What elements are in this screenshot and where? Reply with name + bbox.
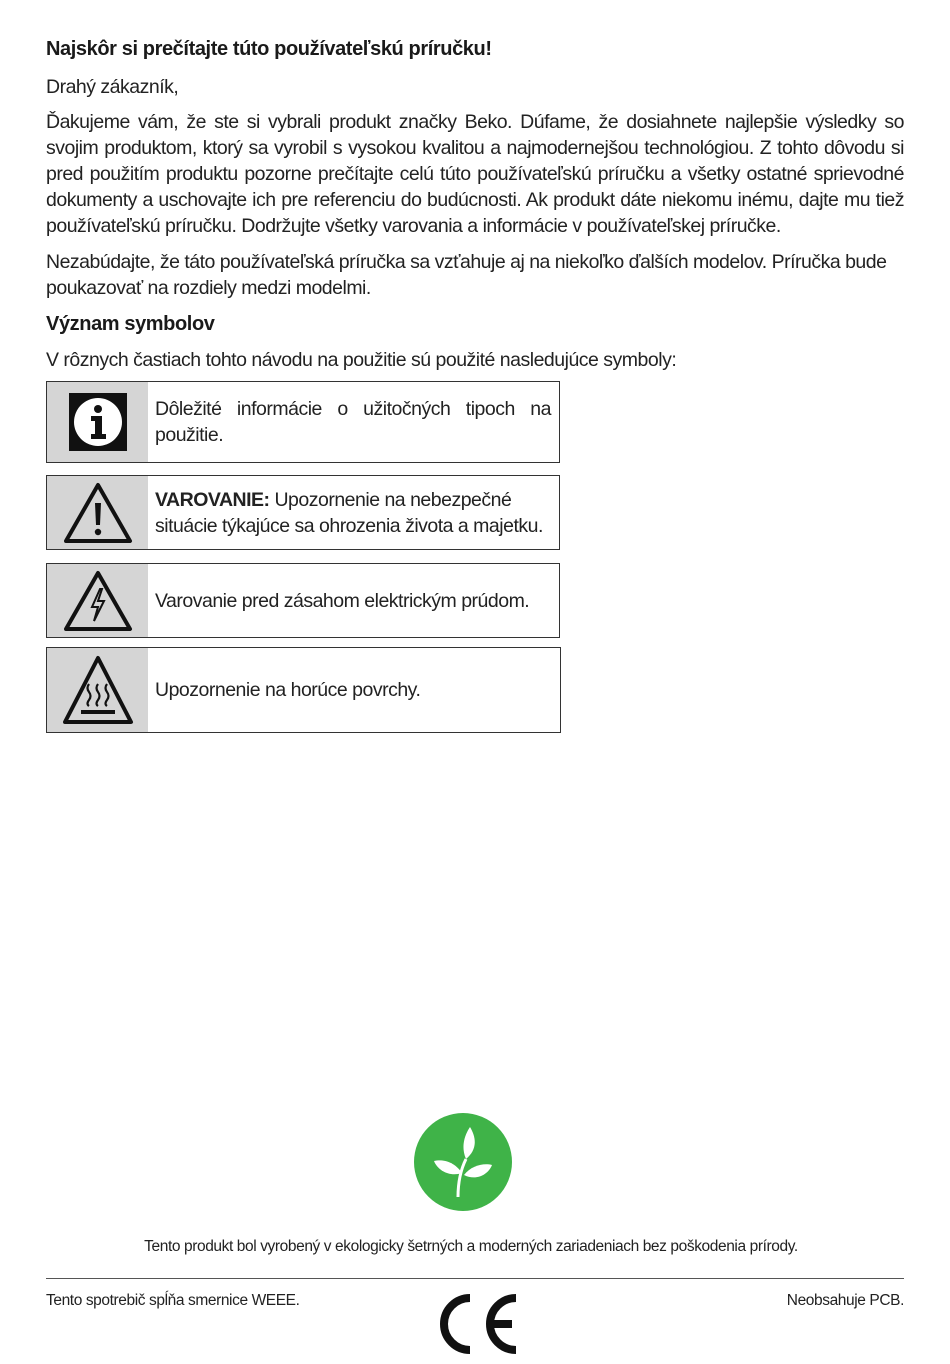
symbol-cell bbox=[47, 564, 148, 637]
symbol-row-hot-surface bbox=[46, 647, 561, 733]
info-icon bbox=[69, 393, 127, 451]
electric-shock-icon bbox=[62, 569, 134, 633]
pcb-statement: Neobsahuje PCB. bbox=[786, 1292, 904, 1309]
warning-prefix: VAROVANIE: bbox=[155, 488, 270, 511]
symbol-cell bbox=[47, 648, 148, 732]
symbols-heading: Význam symbolov bbox=[46, 313, 215, 335]
symbol-text: Dôležité informácie o užitočných tipoch na použitie. bbox=[155, 398, 551, 446]
symbol-description bbox=[148, 476, 559, 549]
eco-statement: Tento produkt bol vyrobený v ekologicky šetrných a moderných zariadeniach bez poškodenia prírody. bbox=[144, 1238, 798, 1255]
page-title: Najskôr si prečítajte túto používateľskú príručku! bbox=[46, 38, 492, 60]
symbol-cell bbox=[47, 476, 148, 549]
symbol-description bbox=[148, 564, 537, 637]
models-paragraph: Nezabúdajte, že táto používateľská príručka sa vzťahuje aj na niekoľko ďalších modelov. Príručka bude poukazovať na rozdiely medzi modelmi. bbox=[46, 251, 887, 299]
symbol-description bbox=[148, 382, 559, 462]
symbols-intro: V rôznych častiach tohto návodu na použitie sú použité nasledujúce symboly: bbox=[46, 349, 677, 371]
greeting: Drahý zákazník, bbox=[46, 76, 179, 98]
warning-triangle-icon bbox=[62, 481, 134, 545]
intro-paragraph: Ďakujeme vám, že ste si vybrali produkt značky Beko. Dúfame, že dosiahnete najlepšie výsledky so svojim produktom, ktorý sa vyrobil s vysokou kvalitou a najmodernejšou technológiou. Z tohto dôvodu si pred použitím produktu pozorne prečítajte celú túto používateľskú príručku a všetky ostatné sprievodné dokumenty a uschovajte ich pre referenciu do budúcnosti. Ak produkt dáte niekomu inému, dajte mu tiež používateľskú príručku. Dodržujte všetky varovania a informácie v používateľskej príručke. bbox=[46, 111, 904, 237]
eco-leaf-icon bbox=[414, 1113, 512, 1211]
ce-mark-icon bbox=[430, 1292, 520, 1356]
symbol-row-electric bbox=[46, 563, 560, 638]
weee-statement: Tento spotrebič spĺňa smernice WEEE. bbox=[46, 1292, 300, 1309]
symbol-text: Varovanie pred zásahom elektrickým prúdom. bbox=[155, 589, 530, 612]
symbol-text: Upozornenie na horúce povrchy. bbox=[155, 679, 421, 701]
symbol-row-info bbox=[46, 381, 560, 463]
hot-surface-icon bbox=[61, 654, 135, 726]
manual-page bbox=[46, 0, 904, 1364]
symbol-text-wrap bbox=[155, 487, 551, 539]
footer-divider bbox=[46, 1278, 904, 1279]
symbol-cell bbox=[47, 382, 148, 462]
symbol-description bbox=[148, 648, 428, 732]
symbol-row-warning bbox=[46, 475, 560, 550]
symbol-text: Upozornenie na nebezpečné situácie týkajúce sa ohrozenia života a majetku. bbox=[155, 488, 543, 537]
